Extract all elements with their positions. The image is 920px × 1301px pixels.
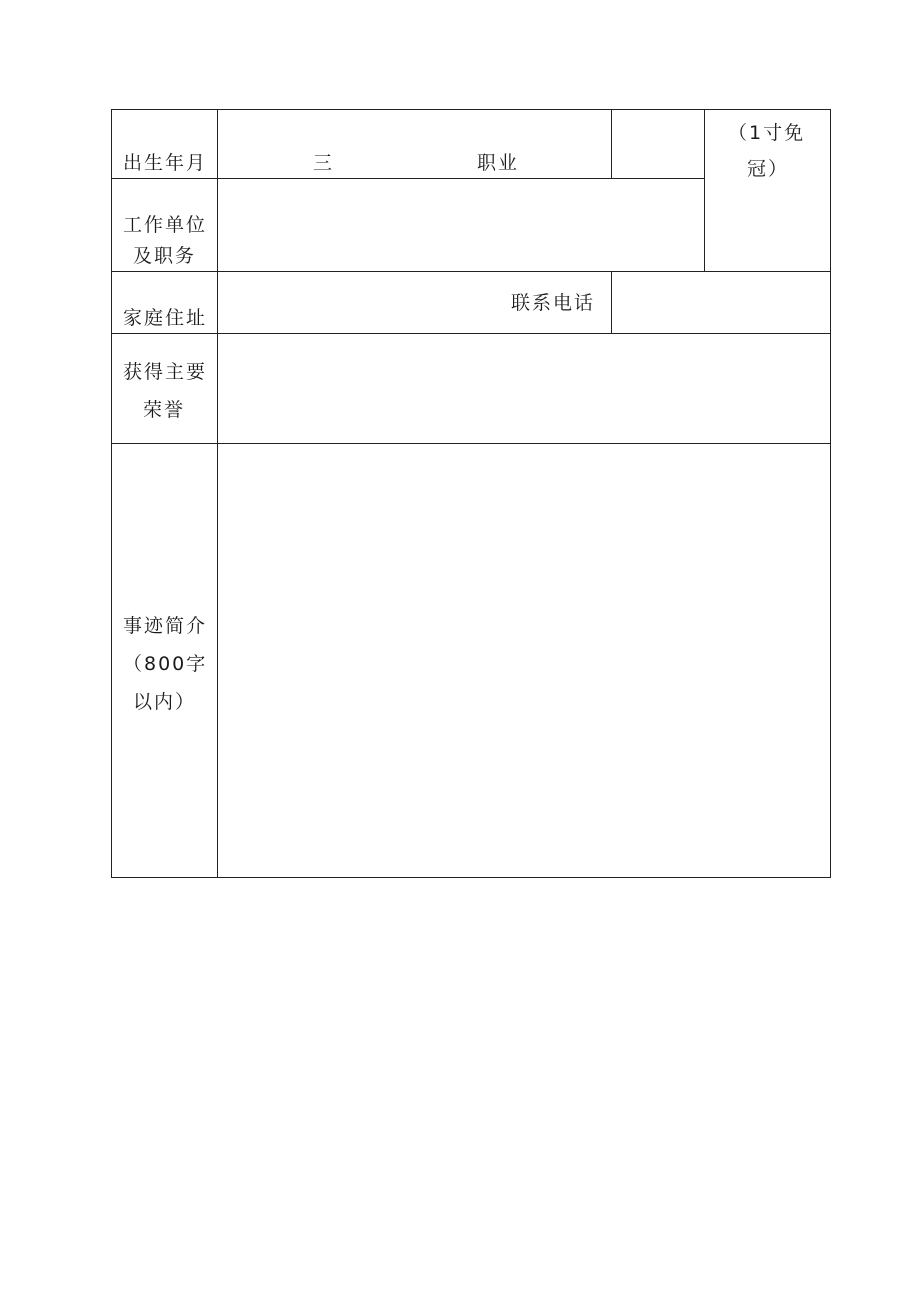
honors-field[interactable] <box>219 335 829 442</box>
occupation-label: 职业 <box>477 152 520 174</box>
table-divider-row4 <box>111 443 831 444</box>
phone-value-divider <box>611 271 612 334</box>
photo-note-line1: （1寸免 <box>728 122 806 144</box>
photo-note-line2: 冠） <box>747 158 790 180</box>
label-column-divider <box>217 109 218 878</box>
deeds-label-line2: （800字 <box>123 653 208 675</box>
workplace-label-line1: 工作单位 <box>123 214 208 236</box>
home-address-label: 家庭住址 <box>123 307 208 329</box>
contact-phone-label: 联系电话 <box>511 292 596 314</box>
deeds-label-line3: 以内） <box>133 691 197 713</box>
contact-phone-field[interactable] <box>613 273 829 332</box>
deeds-summary-field[interactable] <box>219 445 829 876</box>
occupation-field[interactable] <box>613 111 703 177</box>
birth-date-value: 三 <box>313 152 335 174</box>
birth-date-label: 出生年月 <box>123 152 208 174</box>
table-border-top <box>111 109 831 110</box>
table-border-right <box>830 109 831 878</box>
table-divider-row2 <box>111 271 831 272</box>
occupation-value-divider <box>611 109 612 179</box>
table-border-bottom <box>111 877 831 878</box>
workplace-label-line2: 及职务 <box>133 245 197 267</box>
photo-cell-divider <box>704 109 705 272</box>
honors-label-line2: 荣誉 <box>143 399 186 421</box>
home-address-field[interactable] <box>219 273 504 332</box>
honors-label-line1: 获得主要 <box>123 361 208 383</box>
table-border-left <box>111 109 112 878</box>
deeds-label-line1: 事迹简介 <box>123 615 208 637</box>
workplace-field[interactable] <box>219 180 703 270</box>
photo-area[interactable] <box>706 111 829 270</box>
table-divider-row3 <box>111 333 831 334</box>
